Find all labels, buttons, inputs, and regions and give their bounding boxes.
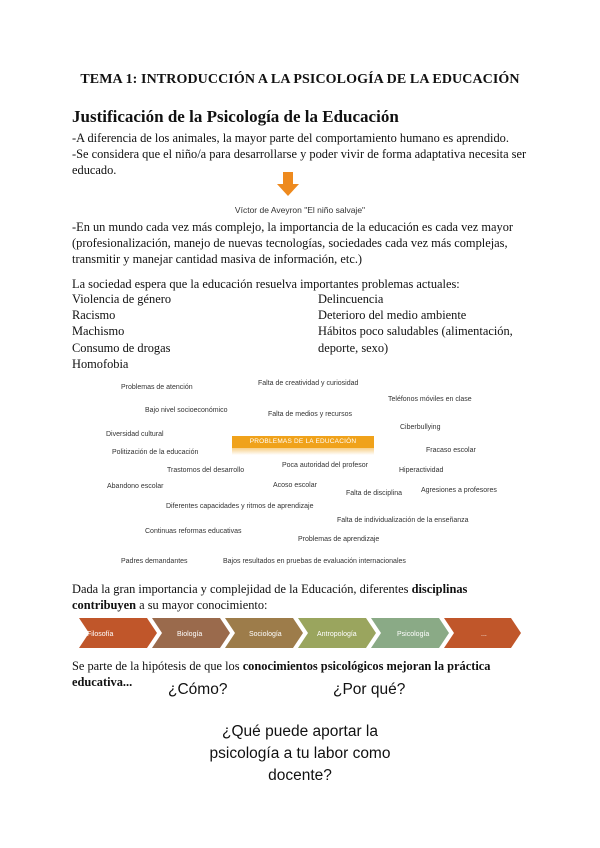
intro-line-2: -Se considera que el niño/a para desarrollarse y poder vivir de forma adaptativa necesita ser educado.: [72, 147, 527, 178]
cloud-word: Falta de individualización de la enseñanza: [337, 517, 469, 524]
cloud-word: Padres demandantes: [121, 558, 188, 565]
chevron-label: Sociología: [249, 631, 282, 638]
list-item: Delincuencia: [318, 292, 384, 306]
chevron-sociologia: [225, 618, 303, 648]
intro-paragraph: [72, 130, 532, 179]
question-como: ¿Cómo?: [168, 681, 228, 698]
down-arrow-icon: [277, 172, 299, 196]
chevron-antropologia: [298, 618, 376, 648]
list-item: Deterioro del medio ambiente: [318, 308, 467, 323]
chevron-psicologia: [371, 618, 449, 648]
list-item: Consumo de drogas: [72, 340, 171, 355]
page-title: TEMA 1: INTRODUCCIÓN A LA PSICOLOGÍA DE LA EDUCACIÓN: [80, 72, 520, 87]
problems-right-list: [318, 291, 528, 356]
disciplines-process-chevrons: [79, 618, 521, 648]
cloud-word: Bajo nivel socioeconómico: [145, 407, 228, 414]
list-item: Hábitos poco saludables (alimentación, deporte, sexo): [318, 324, 513, 355]
cloud-word: Falta de disciplina: [346, 490, 403, 497]
list-item: Machismo: [72, 324, 125, 339]
cloud-word: Teléfonos móviles en clase: [388, 396, 472, 403]
disciplines-text: Dada la gran importancia y complejidad de la Educación, diferentes: [72, 582, 412, 596]
section-title: Justificación de la Psicología de la Educación: [72, 107, 399, 126]
chevron-more: [444, 618, 521, 648]
cloud-center-label: PROBLEMAS DE LA EDUCACIÓN: [232, 436, 374, 448]
hypothesis-text: Se parte de la hipótesis de que los: [72, 659, 243, 673]
list-item: Violencia de género: [72, 292, 172, 306]
question-main-line-2: psicología a tu labor como: [209, 745, 391, 762]
chevron-label: Psicología: [397, 631, 430, 638]
cloud-word: Problemas de atención: [121, 384, 193, 391]
chevron-label: Antropología: [317, 631, 357, 638]
chevron-label: Biología: [177, 631, 203, 638]
cloud-word: Abandono escolar: [107, 483, 164, 490]
cloud-word: Falta de creatividad y curiosidad: [258, 380, 359, 387]
disciplines-paragraph: [72, 581, 532, 613]
cloud-word: Poca autoridad del profesor: [282, 462, 368, 469]
cloud-word: Agresiones a profesores: [421, 487, 497, 494]
question-main-line-3: docente?: [268, 767, 332, 784]
intro-line-1: -A diferencia de los animales, la mayor parte del comportamiento humano es aprendido.: [72, 131, 509, 145]
cloud-word: Ciberbullying: [400, 424, 441, 431]
disciplines-text-end: a su mayor conocimiento:: [136, 598, 268, 613]
cloud-word: Problemas de aprendizaje: [298, 536, 380, 543]
question-main: [0, 721, 600, 787]
figure-caption: Víctor de Aveyron "El niño salvaje": [234, 205, 366, 215]
cloud-word: Bajos resultados en pruebas de evaluación internacionales: [223, 558, 406, 565]
complexity-paragraph: -En un mundo cada vez más complejo, la importancia de la educación es cada vez mayor (profesionalización, manejo de nuevas tecnologías, sociedades cada vez más complejas, transmitir y manejar cantidad masiva de información, etc.): [72, 220, 514, 267]
list-item: Racismo: [72, 308, 116, 323]
cloud-word: Trastornos del desarrollo: [167, 467, 245, 474]
chevron-label: Filosofía: [87, 631, 114, 638]
hypothesis-paragraph: [72, 658, 532, 690]
chevron-label: ...: [481, 631, 487, 638]
cloud-word: Acoso escolar: [273, 482, 317, 489]
cloud-word: Hiperactividad: [399, 467, 444, 474]
cloud-word: Falta de medios y recursos: [268, 411, 353, 418]
question-por-que: ¿Por qué?: [333, 681, 406, 698]
chevron-biologia: [152, 618, 230, 648]
hypothesis-bold: conocimientos psicológicos mejoran la práctica educativa...: [72, 659, 491, 690]
chevron-filosofia: [79, 618, 157, 648]
society-paragraph: La sociedad espera que la educación resuelva importantes problemas actuales:: [72, 277, 460, 291]
cloud-word: Diferentes capacidades y ritmos de aprendizaje: [166, 503, 314, 510]
disciplines-bold: disciplinas contribuyen: [72, 582, 468, 613]
cloud-word: Politización de la educación: [112, 449, 199, 456]
problems-left-list: [72, 291, 171, 372]
cloud-center-reflection: [232, 448, 374, 455]
cloud-word: Continuas reformas educativas: [145, 528, 242, 535]
question-main-line-1: ¿Qué puede aportar la: [222, 723, 378, 740]
cloud-word: Diversidad cultural: [106, 431, 164, 438]
list-item: Homofobia: [72, 356, 129, 371]
cloud-word: Fracaso escolar: [426, 447, 476, 454]
